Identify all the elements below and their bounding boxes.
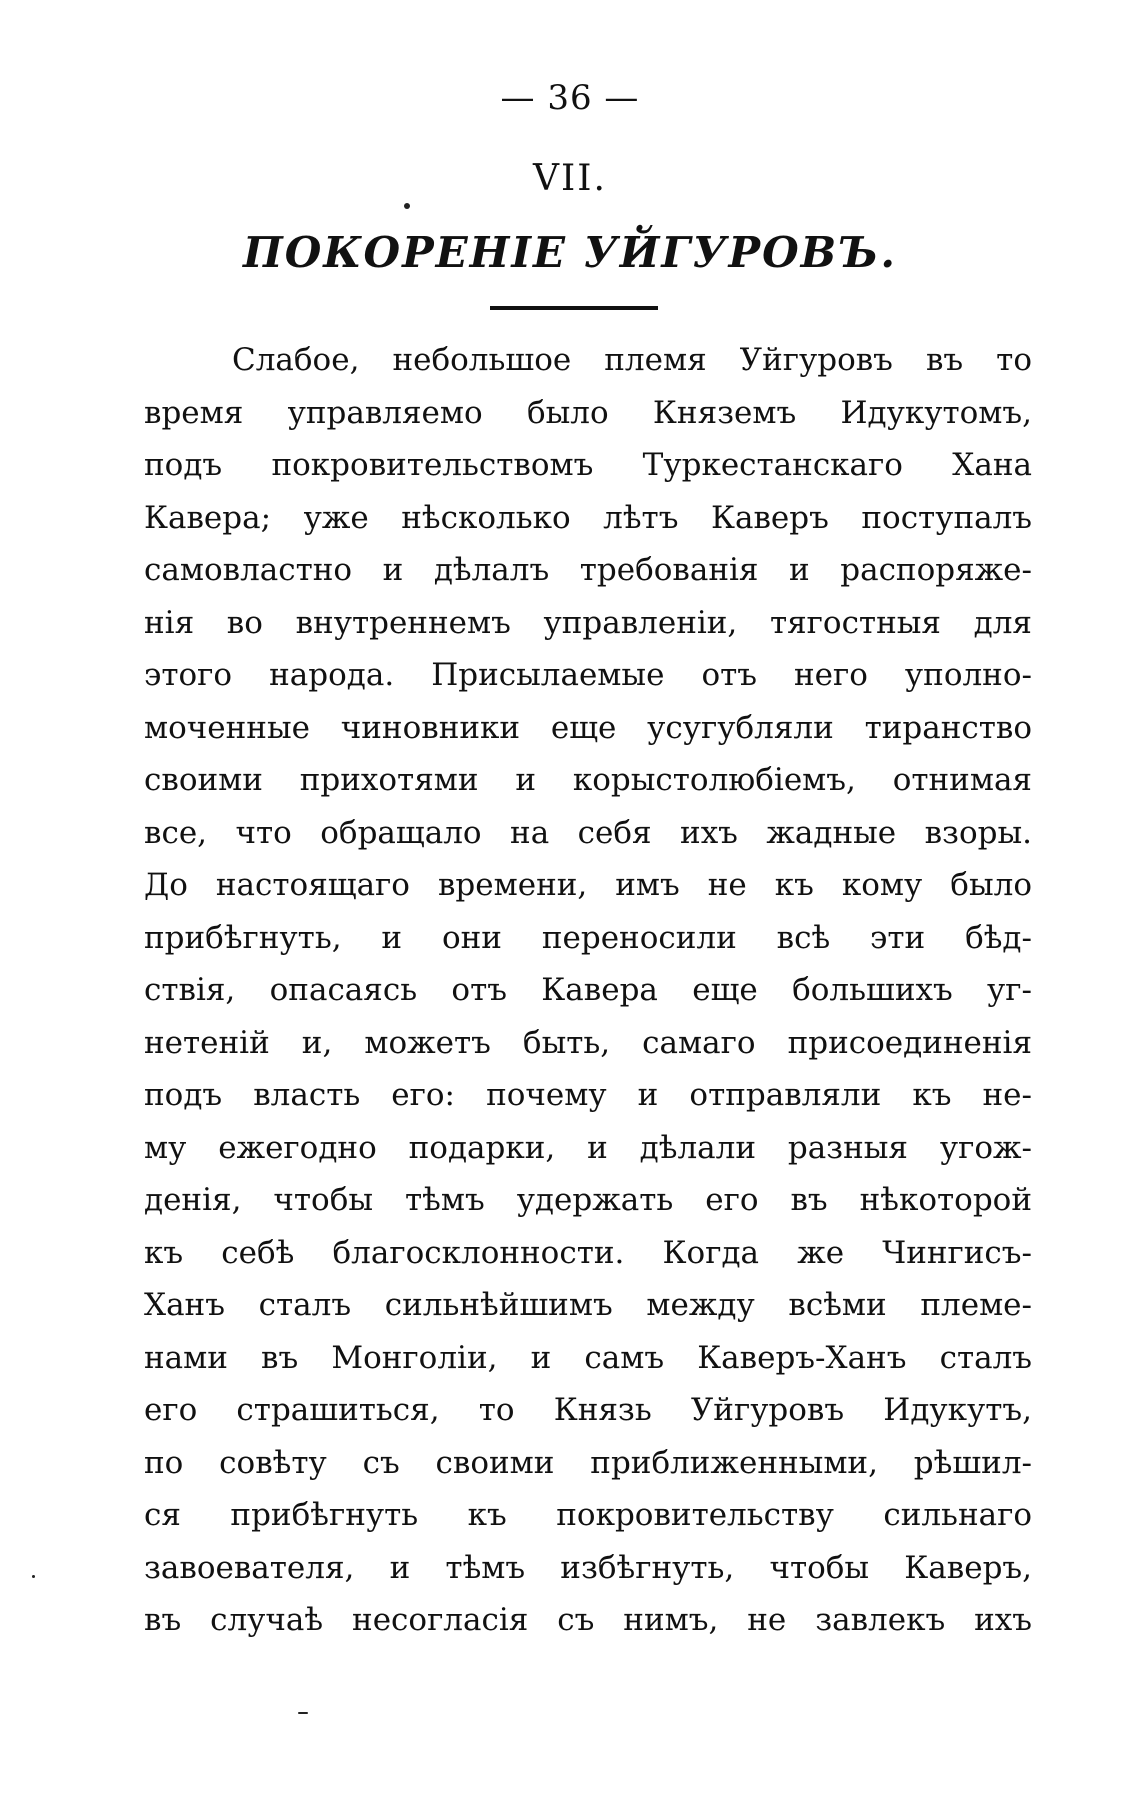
text-line: Кавера; уже нѣсколько лѣтъ Каверъ поступалъ [144, 499, 1032, 536]
page-number: — 36 — [500, 78, 640, 118]
text-line: Слабое, небольшое племя Уйгуровъ въ то [232, 342, 1032, 378]
text-line: въ случаѣ несогласія съ нимъ, не завлекъ ихъ [144, 1602, 1032, 1638]
print-speck [298, 1712, 308, 1714]
text-line: время управляемо было Княземъ Идукутомъ, [144, 394, 1032, 431]
text-line: нетеній и, можетъ быть, самаго присоединенія [144, 1024, 1032, 1061]
text-line: самовластно и дѣлалъ требованія и распоряже- [144, 552, 1032, 588]
text-line: по совѣту съ своими приближенными, рѣшил- [144, 1444, 1032, 1481]
text-line: нами въ Монголіи, и самъ Каверъ-Ханъ сталъ [144, 1339, 1032, 1376]
text-line: подъ покровительствомъ Туркестанскаго Хана [144, 447, 1032, 483]
text-line: къ себѣ благосклонности. Когда же Чингисъ- [144, 1234, 1032, 1271]
print-speck [404, 203, 410, 209]
text-line: завоевателя, и тѣмъ избѣгнуть, чтобы Каверъ, [144, 1549, 1032, 1586]
text-line: денія, чтобы тѣмъ удержать его въ нѣкоторой [144, 1182, 1032, 1218]
text-line: До настоящаго времени, имъ не къ кому было [144, 867, 1032, 903]
text-line: Ханъ сталъ сильнѣйшимъ между всѣми племе- [144, 1287, 1032, 1323]
body-text [144, 334, 1032, 1647]
text-line: ствія, опасаясь отъ Кавера еще большихъ уг- [144, 972, 1032, 1008]
text-line: этого народа. Присылаемые отъ него уполно- [144, 657, 1032, 693]
text-line: прибѣгнуть, и они переносили всѣ эти бѣд- [144, 919, 1032, 956]
text-line: нія во внутреннемъ управленіи, тягостныя для [144, 604, 1032, 641]
text-line: подъ власть его: почему и отправляли къ не- [144, 1077, 1032, 1113]
text-line: его страшиться, то Князь Уйгуровъ Идукутъ, [144, 1392, 1032, 1428]
text-line: му ежегодно подарки, и дѣлали разныя угож- [144, 1129, 1032, 1166]
text-line: своими прихотями и корыстолюбіемъ, отнимая [144, 762, 1032, 798]
print-speck [32, 1575, 35, 1578]
text-line: все, что обращало на себя ихъ жадные взоры. [144, 814, 1032, 851]
title-divider [490, 306, 658, 310]
chapter-number: VII. [533, 158, 607, 199]
text-line: моченные чиновники еще усугубляли тиранство [144, 709, 1032, 746]
chapter-title: ПОКОРЕНІЕ УЙГУРОВЪ. [243, 228, 897, 277]
text-line: ся прибѣгнуть къ покровительству сильнаго [144, 1497, 1032, 1533]
